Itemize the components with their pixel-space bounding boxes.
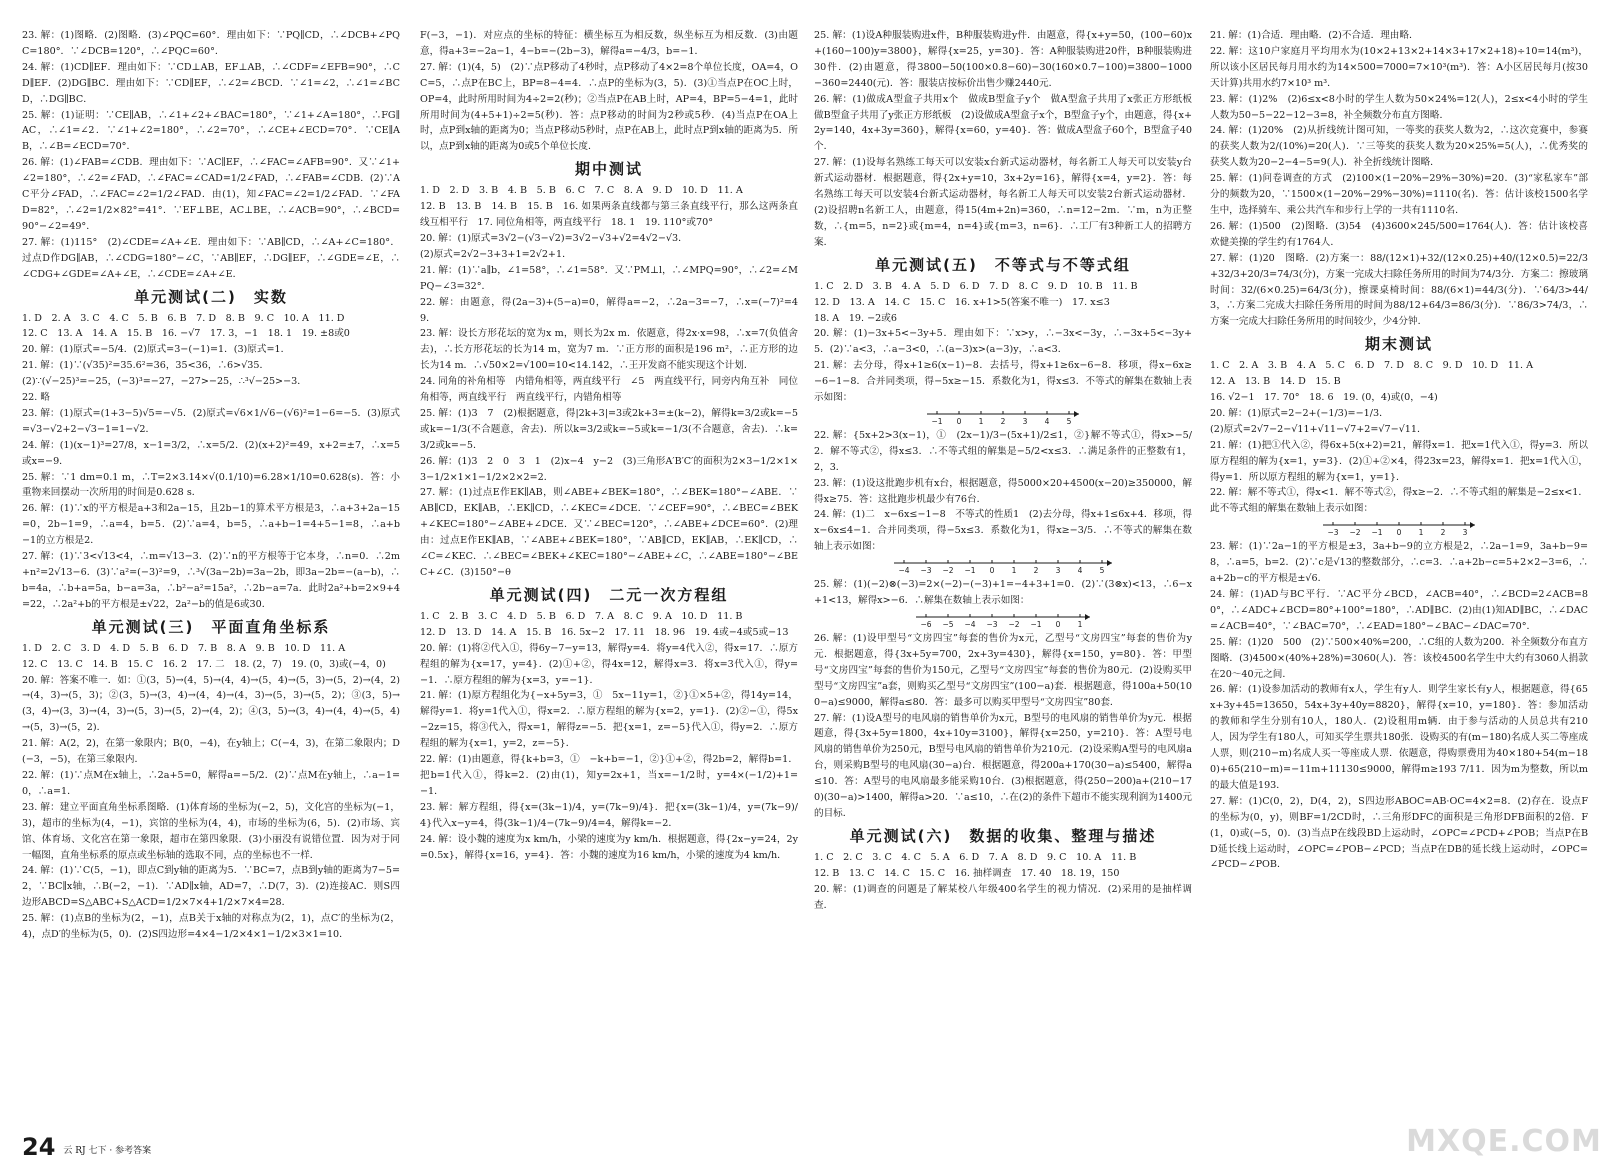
number-line-label: 1: [1077, 620, 1083, 629]
number-line-label: 2: [1440, 528, 1446, 538]
column-1: [22, 28, 400, 1136]
number-line-label: −1: [964, 566, 976, 576]
answer-paragraph: 21. 解：(1)∵(√35)²=35.6²=36，35<36，∴6>√35．: [22, 360, 270, 372]
number-line-label: 0: [1396, 528, 1402, 538]
number-line-label: −4: [898, 566, 910, 576]
answer-paragraph: 26. 解：(1)∵x的平方根是a+3和2a−15，且2b−1的算术平方根是3，∴a+3+2a−15=0，2b−1=9，∴a=4，b=5．(2)∵a=4，b=5，∴a+b−1=4+5−1=8，∴a+b−1的立方根是2．: [22, 503, 400, 547]
number-line-label: 3: [1055, 566, 1061, 576]
number-line-label: 4: [1044, 416, 1050, 426]
number-line-label: −3: [986, 620, 998, 629]
answer-paragraph: 1. D 2. A 3. C 4. C 5. B 6. B 7. D 8. B 9. C 10. A 11. D: [22, 312, 345, 324]
answer-paragraph: 12. C 13. C 14. B 15. C 16. 2 17. 二 18. (2，7) 19. (0，3)或(−4，0): [22, 658, 386, 670]
answer-paragraph: 24. 解：(1)CD∥EF．理由如下：∵CD⊥AB，EF⊥AB，∴∠CDF=∠EFB=90°，∴CD∥EF．(2)DG∥BC．理由如下：∵CD∥EF，∴∠2=∠BCD．∵∠1=∠2，∴∠1=∠BCD，∴DG∥BC．: [22, 61, 400, 105]
answer-paragraph: 1. C 2. D 3. B 4. A 5. D 6. D 7. D 8. C 9. D 10. B 11. B: [814, 280, 1138, 292]
number-line-label: −4: [964, 620, 976, 629]
number-line-label: 5: [1099, 566, 1105, 576]
answer-paragraph: 23. 解：(1)2% (2)6≤x<8小时的学生人数为50×24%=12(人)，2≤x<4小时的学生人数为50−5−22−12−3=8，补全频数分布直方图略．: [1210, 93, 1588, 121]
answer-paragraph: 22. 解：由题意，得(2a−3)+(5−a)=0，解得a=−2，∴2a−3=−7，∴x=(−7)²=49．: [420, 296, 798, 324]
answer-paragraph: 27. 解：(1)∵3<√13<4，∴m=√13−3．(2)∵n的平方根等于它本身，∴n=0．∴2m+n²=2√13−6．(3)∵a²=(−3)²=9，∴³√(3a−2b)=3a−2b，即3a−2b=−(a−b)，∴b=4a，∴b+a=5a，b−a=3a，∴b²−a²=15a²，∴2b−a=7a．此时2a²+b=2×9+4=22，∴2a²+b的平方根是±√22，2a²−b的值是6或30．: [22, 551, 400, 610]
answer-paragraph: 23. 解：解方程组，得{x=(3k−1)/4，y=(7k−9)/4}．把{x=(3k−1)/4，y=(7k−9)/4}代入x−y=4，得(3k−1)/4−(7k−9)/4=4，解得k=−2．: [420, 801, 798, 829]
answer-paragraph: 23. 解：(1)设这批跑步机有x台，根据题意，得5000×20+4500(x−20)≥350000，解得x≥75．答：这批跑步机最少有76台．: [814, 477, 1192, 505]
answer-paragraph: 23. 解：设长方形花坛的宽为x m，则长为2x m．依题意，得2x·x=98，∴x=7(负值舍去)，∴长方形花坛的长为14 m，宽为7 m．∵正方形的面积是196 m²，∴正方形的边长为14 m．∴√50×2=√100=10<14.142，∴王开发商不能实现这个计划．: [420, 328, 798, 372]
number-line-label: −1: [1371, 528, 1383, 538]
answer-paragraph: 20. 解：(1)将②代入①，得6y−7−y=13，解得y=4．将y=4代入②，得x=17．∴原方程组的解为{x=17，y=4}．(2)①+②，得4x=12，解得x=3．将x=3代入①，得y=−1．∴原方程组的解为{x=3，y=−1}．: [420, 642, 798, 686]
answer-paragraph: 20. 解：(1)原式=−5/4．(2)原式=3−(−1)=1．(3)原式=1．: [22, 344, 291, 356]
answer-paragraph: 27. 解：(1)C(0，2)，D(4，2)，S四边形ABOC=AB·OC=4×2=8．(2)存在．设点F的坐标为(0，y)，则BF=1/2CD时，∴三角形DFC的面积是三角形DFB面积的2倍．F(1，0)或(−5，0)．(3)当点P在线段BD上运动时，∠OPC=∠PCD+∠POB；当点P在BD延长线上运动时，∠OPC=∠POB−∠PCD；当点P在DB的延长线上运动时，∠OPC=∠PCD−∠POB．: [1210, 795, 1588, 871]
column-4: [1210, 28, 1588, 1136]
answer-paragraph: 27. 解：(1)115° (2)∠CDE=∠A+∠E．理由如下：∵AB∥CD，∴∠A+∠C=180°．过点D作DG∥AB，∴∠CDG=180°−∠C，∵AB∥EF，∴DG∥EF，∴∠GDE=∠E，∴∠CDG+∠GDE=∠A+∠E，∴∠CDE=∠A+∠E．: [22, 236, 400, 280]
number-line-label: −5: [942, 620, 954, 629]
answer-paragraph: 26. 解：(1)500 (2)图略．(3)54 (4)3600×245/500=1764(人)．答：估计该校喜欢健美操的学生约有1764人．: [1210, 220, 1588, 248]
answer-paragraph: 27. 解：(1)(4，5) (2)∵点P移动了4秒时，点P移动了4×2=8个单位长度，OA=4，OC=5，∴点P在BC上，BP=8−4=4．∴点P的坐标为(3，5)．(3)①当点P在OC上时，OP=4，此时所用时间为4÷2=2(秒)；②当点P在AB上时，AP=4，BP=5−4=1，此时所用时间为(4+5+1)÷2=5(秒)．答：点P移动的时间为2秒或5秒．(4)当点P在OA上时，点P到x轴的距离为0；当点P移动5秒时，点P在AB上，此时点P到x轴的距离为5．所以，点P到x轴的距离为0或5个单位长度．: [420, 61, 798, 153]
answer-paragraph: 24. 解：设小魏的速度为x km/h，小梁的速度为y km/h．根据题意，得{2x−y=24，2y=0.5x}，解得{x=16，y=4}．答：小魏的速度为16 km/h，小梁的速度为4 km/h．: [420, 833, 798, 861]
answer-paragraph: 12. D 13. D 14. A 15. B 16. 5x−2 17. 11 18. 96 19. 4或−4或5或−13: [420, 626, 789, 638]
answer-paragraph: (2)∵(√−25)³=−25，(−3)³=−27，−27>−25，∴³√−25>−3．: [22, 376, 307, 388]
number-line-arrow: [1470, 522, 1475, 528]
answer-paragraph: 25. 解：(1)问卷调查的方式 (2)100×(1−20%−29%−30%)=20．(3)“家私家车”部分的频数为20，∵1500×(1−20%−29%−30%)=1110(名)．答：估计该校1500名学生中，选择骑车、乘公共汽车和步行上学的一共有1110名．: [1210, 173, 1588, 216]
page-number: 24: [22, 1133, 56, 1161]
answer-paragraph: 25. 解：(1)设A种服装购进x件，B种服装购进y件．由题意，得{x+y=50，(100−60)x+(160−100)y=3800}，解得{x=25，y=30}．答：A种服装购进20件，B种服装购进30件．(2)由题意，得3800−50(100×0.8−60)−30(160×0.7−100)=3800−1000−360=2440(元)．答：服装店按标价出售少赚2440元．: [814, 30, 1192, 89]
answer-paragraph: 1. C 2. B 3. C 4. D 5. B 6. D 7. A 8. C 9. A 10. D 11. B: [420, 610, 743, 622]
answer-paragraph: 22. 解：(1)由题意，得{k+b=3，① −k+b=−1，②}①+②，得2b=2，解得b=1．把b=1代入①，得k=2．(2)由(1)，知y=2x+1，当x=−1/2时，y=4×(−1/2)+1=−1．: [420, 754, 798, 797]
column-3: [814, 28, 1202, 1136]
answer-paragraph: 1. D 2. C 3. D 4. D 5. B 6. D 7. B 8. A 9. B 10. D 11. A: [22, 642, 346, 654]
answer-paragraph: 26. 解：(1)3 2 0 3 1 (2)x−4 y−2 (3)三角形A′B′C′的面积为2×3−1/2×1×3−1/2×1×1−1/2×2×2=2．: [420, 455, 798, 483]
column-2: [420, 28, 798, 1136]
number-line-label: 2: [1000, 416, 1006, 426]
section-title: 期中测试: [574, 160, 643, 179]
answer-paragraph: 27. 解：(1)过点E作EK∥AB，则∠ABE+∠BEK=180°，∴∠BEK=180°−∠ABE．∵AB∥CD，EK∥AB，∴EK∥CD，∴∠KEC=∠DCE．∵∠CEF=90°，∴∠BEC=∠BEK+∠KEC=180°−∠ABE+∠DCE．又∵∠BEC=120°，∴∠ABE+∠DCE=60°．(2)理由：过点E作EK∥AB，∵∠ABE+∠BEK=180°，∵AB∥CD，EK∥AB，∴EK∥CD，∴∠C=∠KEC．∴∠BEC=∠BEK+∠KEC=180°−∠ABE+∠C，∴∠ABE=180°−∠BEC+∠C．(3)150°−θ: [420, 487, 798, 578]
answer-paragraph: 21. 解：(1)∵a∥b，∠1=58°，∴∠1=58°．又∵PM⊥l，∴∠MPQ=90°，∴∠2=∠MPQ−∠3=32°．: [420, 264, 798, 292]
number-line-label: 5: [1066, 416, 1072, 426]
answer-paragraph: 24. 解：(1)二 x−6x≤−1−8 不等式的性质1 (2)去分母，得x+1≤6x+4．移项，得x−6x≤4−1．合并同类项，得−5x≤3．系数化为1，得x≥−3/5．∴不等式的解集在数轴上表示如图：: [814, 509, 1192, 553]
answer-paragraph: 25. 解：(1)3 7 (2)根据题意，得|2k+3|=3或2k+3=±(k−2)，解得k=3/2或k=−5或k=−1/3(不合题意，舍去)．所以k=3/2或k=−5或k=−1/3(不合题意，舍去)．∴k=3/2或k=−5．: [420, 407, 798, 451]
answer-paragraph: 25. 解：∵1 dm=0.1 m，∴T=2×3.14×√(0.1/10)=6.28×1/10=0.628(s)．答：小重物来回摆动一次所用的时间是0.628 s．: [22, 471, 400, 499]
number-line-label: 1: [978, 416, 984, 426]
answer-paragraph: 22. 解：(1)∵点M在x轴上，∴2a+5=0，解得a=−5/2．(2)∵点M在y轴上，∴a−1=0，∴a=1．: [22, 769, 400, 797]
number-line-22: [1210, 518, 1588, 538]
number-line-label: 4: [1077, 566, 1083, 576]
answer-paragraph: 22. 略: [22, 392, 50, 404]
answer-paragraph: 26. 解：(1)∠FAB=∠CDB．理由如下：∵AC∥EF，∴∠FAC=∠AFB=90°．又∵∠1+∠2=180°，∴∠2=∠FAD，∴∠FAC=∠CAD=1/2∠FAD，∴∠FAB=∠CDB．(2)∵AC平分∠FAD，∴∠FAC=∠2=1/2∠FAD．由(1)，知∠FAC=∠2=1/2∠FAD．∵∠FAD=82°，∴∠2=1/2×82°=41°．∵EF⊥BE，AC⊥BE，∴∠ACB=90°，∴∠BCD=90°−∠2=49°．: [22, 157, 400, 232]
section-title: 单元测试(五) 不等式与不等式组: [875, 255, 1131, 274]
number-line-label: −1: [1030, 620, 1042, 629]
number-line-arrow: [1074, 411, 1079, 417]
number-line-label: 0: [1055, 620, 1061, 629]
answer-paragraph: 23. 解：(1)图略．(2)图略．(3)∠PQC=60°．理由如下：∵PQ∥CD，∴∠DCB+∠PQC=180°．∵∠DCB=120°，∴∠PQC=60°．: [22, 30, 400, 57]
answer-paragraph: 21. 解：(1)把①代入②，得6x+5(x+2)=21，解得x=1．把x=1代入①，得y=3．所以原方程组的解为{x=1，y=3}．(2)①+②×4，得23x=23，解得x=1．把x=1代入①，得y=1．所以原方程组的解为{x=1，y=1}．: [1210, 439, 1588, 483]
answer-paragraph: 12. A 13. B 14. D 15. B: [1210, 376, 1341, 388]
answer-paragraph: 27. 解：(1)20 图略．(2)方案一：88/(12×1)+32/(12×0.25)+40/(12×0.5)=22/3+32/3+20/3=74/3(分)，方案一完成大扫除任务所用的时间为74/3分．方案二：擦玻璃时间：32/(6×0.25)=64/3(分)，擦课桌椅时间：88/(6×1)=44/3(分)．∵64/3>44/3，∴方案二完成大扫除任务所用的时间为88/12+64/3=86/3(分)．∵86/3>74/3，∴方案一完成大扫除任务所用的时间较少，少4分钟．: [1210, 252, 1588, 328]
answer-paragraph: 18. A 19. −2或6: [814, 312, 897, 324]
answer-paragraph: 22. 解：解不等式①，得x<1．解不等式②，得x≥−2．∴不等式组的解集是−2≤x<1．此不等式组的解集在数轴上表示如图：: [1210, 487, 1588, 515]
answer-paragraph: 22. 解：这10户家庭月平均用水为(10×2+13×2+14×3+17×2+18)÷10=14(m³)，所以该小区居民每月用水约为14×500=7000=7×10³(m³)．答：A小区居民每月(按30天计算)共用水约7×10³ m³．: [1210, 45, 1588, 89]
answer-paragraph: 12. B 13. C 14. C 15. C 16. 抽样调查 17. 40 18. 19，150: [814, 867, 1120, 879]
answer-paragraph: F(−3，−1)．对应点的坐标的特征：横坐标互为相反数，纵坐标互为相反数．(3)由题意，得a+3=−2a−1，4−b=−(2b−3)，解得a=−4/3，b=−1．: [420, 30, 798, 57]
answer-paragraph: 25. 解：(1)点B的坐标为(2，−1)，点B关于x轴的对称点为(2，1)，点C′的坐标为(2，4)，点D′的坐标为(5，0)．(2)S四边形=4×4−1/2×4×1−1/2×3×1=10．: [22, 913, 400, 941]
number-line-label: −2: [1349, 528, 1361, 538]
answer-paragraph: 22. 解：{5x+2>3(x−1)，① (2x−1)/3−(5x+1)/2≤1，②}解不等式①，得x>−5/2．解不等式②，得x≤3．∴不等式组的解集是−5/2<x≤3．∴满足条件的正整数有1，2，3．: [814, 429, 1192, 473]
section-title: 单元测试(三) 平面直角坐标系: [91, 617, 331, 636]
answer-paragraph: 25. 解：(1)(−2)⊗(−3)=2×(−2)−(−3)+1=−4+3+1=0．(2)∵(3⊗x)<13，∴6−x+1<13，解得x>−6．∴解集在数轴上表示如图：: [814, 579, 1192, 607]
number-line-25: [814, 610, 1192, 630]
page-footer: [22, 1135, 151, 1159]
answer-paragraph: 16. √2−1 17. 70° 18. 6 19. (0，4)或(0，−4): [1210, 392, 1438, 404]
answer-paragraph: 20. 解：(1)原式=2−2+(−1/3)=−1/3．: [1210, 407, 1389, 419]
answer-paragraph: 12. C 13. A 14. A 15. B 16. −√7 17. 3，−1 18. 1 19. ±8或0: [22, 328, 350, 340]
number-line-label: 1: [1418, 528, 1424, 538]
answer-paragraph: 24. 同角的补角相等 内错角相等，两直线平行 ∠5 两直线平行，同旁内角互补 同位角相等，两直线平行 两直线平行，内错角相等: [420, 376, 798, 404]
answer-paragraph: 27. 解：(1)设A型号的电风扇的销售单价为x元，B型号的电风扇的销售单价为y元．根据题意，得{3x+5y=1800，4x+10y=3100}，解得{x=250，y=210}．答：A型号电风扇的销售单价为250元，B型号电风扇的销售单价为210元．(2)设采购A型号的电风扇a台，则采购B型号的电风扇(30−a)台．根据题意，得200a+170(30−a)≤5400，解得a≤10．答：A型号的电风扇最多能采购10台．(3)根据题意，得(250−200)a+(210−170)(30−a)>1400，解得a>20．∵a≤10，∴在(2)的条件下超市不能实现利润为1400元的目标．: [814, 712, 1192, 819]
answer-paragraph: (2)原式=2√2−3+3+1=2√2+1．: [420, 248, 572, 260]
number-line-24: [814, 556, 1192, 576]
number-line-label: 1: [1011, 566, 1017, 576]
answer-paragraph: 20. 解：(1)调查的问题是了解某校八年级400名学生的视力情况．(2)采用的是抽样调查．: [814, 883, 1192, 911]
answer-paragraph: 20. 解：答案不唯一．如：①(3，5)→(4，5)→(4，4)→(5，4)→(5，3)→(5，2)→(4，2)→(4，3)→(5，3)；②(3，5)→(3，4)→(4，4)→(4，3)→(5，3)→(5，2)；③(3，5)→(3，4)→(3，3)→(4，3)→(5，3)→(5，2)→(4，2)；④(3，5)→(3，4)→(4，4)→(5，4)→(5，3)→(5，2)．: [22, 674, 400, 734]
number-line-label: 0: [956, 416, 962, 426]
answer-paragraph: 20. 解：(1)−3x+5<−3y+5．理由如下：∵x>y，∴−3x<−3y，∴−3x+5<−3y+5．(2)∵a<3，∴a−3<0，∴(a−3)x>(a−3)y，∴a<3．: [814, 328, 1192, 356]
number-line-arrow: [1085, 614, 1090, 620]
answer-paragraph: 21. 解：去分母，得x+1≥6(x−1)−8．去括号，得x+1≥6x−6−8．移项，得x−6x≥−6−1−8．合并同类项，得−5x≥−15．系数化为1，得x≤3．不等式的解集在数轴上表示如图：: [814, 360, 1192, 404]
number-line-label: −3: [1327, 528, 1339, 538]
section-title: 期末测试: [1364, 335, 1433, 354]
number-line-label: 3: [1022, 416, 1028, 426]
answer-paragraph: 23. 解：(1)原式=(1+3−5)√5=−√5．(2)原式=√6×1/√6−(√6)²=1−6=−5．(3)原式=√3−√2+2−√3−1=1−√2．: [22, 407, 400, 435]
section-title: 单元测试(四) 二元一次方程组: [489, 585, 729, 604]
answer-paragraph: 27. 解：(1)设每名熟练工每天可以安装x台新式运动器材，每名新工人每天可以安装y台新式运动器材．根据题意，得{2x+y=10，3x+2y=16}，解得{x=4，y=2}．答：每名熟练工每天可以安装4台新式运动器材，每名新工人每天可以安装2台新式运动器材．(2)设招聘n名新工人，由题意，得15(4m+2n)=360，∴n=12−2m．∵m，n为正整数，∴{m=5，n=2}或{m=4，n=4}或{m=3，n=6}．∴工厂有3种新工人的招聘方案．: [814, 157, 1192, 248]
answer-paragraph: 25. 解：(1)证明：∵CE∥AB，∴∠1+∠2+∠BAC=180°，∵∠1+∠A=180°，∴FG∥AC，∴∠1=∠2．∵∠1+∠2=180°，∴∠2=70°，∴∠CE+∠ECD=70°．∵CE∥AB，∴∠B=∠ECD=70°．: [22, 109, 400, 153]
watermark: MXQE.COM: [1406, 1123, 1602, 1159]
answer-paragraph: 1. C 2. C 3. C 4. C 5. A 6. D 7. A 8. D 9. C 10. A 11. B: [814, 851, 1137, 863]
footer-label: 云 RJ 七下 · 参考答案: [63, 1146, 152, 1156]
answer-paragraph: 21. 解：(1)合适．理由略．(2)不合适．理由略．: [1210, 30, 1419, 41]
answer-paragraph: 21. 解：A(2，2)，在第一象限内；B(0，−4)，在y轴上；C(−4，3)，在第二象限内；D(−3，−5)，在第三象限内．: [22, 738, 400, 766]
answer-paragraph: 24. 解：(1)∵C(5，−1)，即点C到y轴的距离为5．∵BC=7，点B到y轴的距离为7−5=2，∵BC∥x轴，∴B(−2，−1)．∵AD∥x轴，AD=7，∴D(7，3)．(2)连接AC．则S四边形ABCD=S△ABC+S△ACD=1/2×7×4+1/2×7×4=28．: [22, 865, 400, 909]
number-line-label: 0: [989, 566, 995, 576]
answer-paragraph: 24. 解：(1)(x−1)³=27/8，x−1=3/2，∴x=5/2．(2)(x+2)²=49，x+2=±7，∴x=5或x=−9．: [22, 439, 400, 467]
number-line-21: [814, 407, 1192, 427]
answer-paragraph: 26. 解：(1)做成A型盒子共用x个 做成B型盒子y个 做A型盒子共用了x张正方形纸板 做B型盒子共用了y张正方形纸板 (2)设做成A型盒子x个，B型盒子y个，由题意，得{x+2y=140，4x+3y=360}，解得{x=60，y=40}．答：做成A型盒子60个，B型盒子40个．: [814, 93, 1202, 153]
answer-paragraph: 26. 解：(1)设参加活动的教师有x人，学生有y人．则学生家长有y人，根据题意，得{65x+3y+45=13650，54x+3y+40y=8820}，解得{x=10，y=180}．答：参加活动的教师和学生分别有10人，180人．(2)设租用m辆．由于参与活动的人员总共有210人，因为学生有180人，可知买学生票共180张．设购买的有(m−180)名成人买二等座成人票，则(210−m)名成人买一等座成人票．依题意，得购票费用为40×180+54(m−180)+65(210−m)=−11m+11130≤9000，解得m≥193 7/11．因为m为整数，所以m的最大值是193．: [1210, 684, 1588, 791]
answer-paragraph: 1. D 2. D 3. B 4. B 5. B 6. C 7. C 8. A 9. D 10. D 11. A: [420, 185, 743, 197]
answer-paragraph: 12. B 13. B 14. B 15. B 16. 如果两条直线都与第三条直线平行，那么这两条直线互相平行 17. 同位角相等，两直线平行 18. 1 19. 110°或70°: [420, 201, 798, 229]
number-line-arrow: [1107, 560, 1112, 566]
number-line-label: −2: [942, 566, 954, 576]
answer-paragraph: 1. C 2. A 3. B 4. A 5. C 6. D 7. D 8. C 9. D 10. D 11. A: [1210, 360, 1534, 372]
section-title: 单元测试(二) 实数: [134, 287, 288, 306]
answer-paragraph: 25. 解：(1)20 500 (2)∵500×40%=200，∴C组的人数为200．补全频数分布直方图略．(3)4500×(40%+28%)=3060(人)．答：该校4500名学生中大约有3060人捐款在20～40元之间．: [1210, 636, 1588, 680]
answer-paragraph: 24. 解：(1)20% (2)从折线统计图可知，一等奖的获奖人数为2，∴这次竞赛中，参赛的获奖人数为2/(10%)=20(人)．∵三等奖的获奖人数为20×25%=5(人)，∴优秀奖的获奖人数为20−2−4−5=9(人)．补全折线统计图略．: [1210, 125, 1588, 169]
answer-paragraph: 12. D 13. A 14. C 15. C 16. x+1>5(答案不唯一) 17. x≤3: [814, 296, 1110, 308]
answer-paragraph: 20. 解：(1)原式=3√2−(√3−√2)=3√2−√3+√2=4√2−√3．: [420, 232, 688, 244]
answer-paragraph: 23. 解：(1)∵2a−1的平方根是±3，3a+b−9的立方根是2，∴2a−1=9，3a+b−9=8，∴a=5，b=2．(2)∵c是√13的整数部分，∴c=3．∴a+2b−c=5+2×2−3=6，∴a+2b−c的平方根是±√6．: [1210, 541, 1588, 585]
answer-paragraph: 24. 解：(1)AD与BC平行．∵AC平分∠BCD，∠ACB=40°，∴∠BCD=2∠ACB=80°，∴∠ADC+∠BCD=80°+100°=180°，∴AD∥BC．(2)由(1)知AD∥BC，∴∠DAC=∠ACB=40°，∵∠BAC=70°，∴∠EAD=180°−∠BAC−∠DAC=70°．: [1210, 589, 1588, 632]
number-line-label: −2: [1008, 620, 1020, 629]
answer-paragraph: 21. 解：(1)原方程组化为{−x+5y=3，① 5x−11y=1，②}①×5+②，得14y=14，解得y=1．将y=1代入①，得x=2．∴原方程组的解为{x=2，y=1}．(2)②−①，得5x−2z=15，将③代入，得x=1，解得z=−5．把{x=1，z=−5}代入①，得y=2．∴原方程组的解为{x=1，y=2，z=−5}．: [420, 690, 798, 750]
number-line-label: −3: [920, 566, 932, 576]
number-line-label: −6: [920, 620, 932, 629]
number-line-label: 2: [1033, 566, 1039, 576]
number-line-label: −1: [931, 416, 943, 426]
answer-paragraph: (2)原式=2√7−2−√11+√11−√7+2=√7−√11．: [1210, 423, 1427, 435]
answer-paragraph: 23. 解：建立平面直角坐标系图略．(1)体育场的坐标为(−2，5)，文化宫的坐标为(−1，3)，超市的坐标为(4，−1)，宾馆的坐标为(4，4)，市场的坐标为(6，5)．(2)市场、宾馆、体育场、文化宫在第一象限，超市在第四象限．(3)小丽没有说错位置．因为对于同一幅图，直角坐标系的原点或坐标轴的选取不同，点的坐标也不一样．: [22, 801, 400, 861]
number-line-label: 3: [1462, 528, 1468, 538]
answer-paragraph: 26. 解：(1)设甲型号“文房四宝”每套的售价为x元，乙型号“文房四宝”每套的售价为y元．根据题意，得{3x+5y=700，2x+3y=430}，解得{x=150，y=80}．答：甲型号“文房四宝”每套的售价为150元，乙型号“文房四宝”每套的售价为80元．(2)设购买甲型号“文房四宝”a套，则购买乙型号“文房四宝”(100−a)套．根据题意，得100a+50(100−a)≤9000，解得a≤80．答：最多可以购买甲型号“文房四宝”80套．: [814, 633, 1192, 708]
section-title: 单元测试(六) 数据的收集、整理与描述: [849, 826, 1157, 845]
